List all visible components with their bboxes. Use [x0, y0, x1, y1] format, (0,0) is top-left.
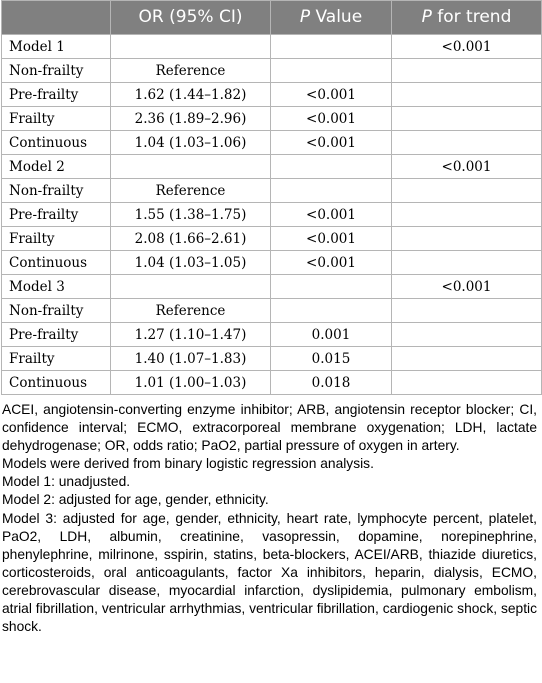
- table-row: [2, 131, 542, 155]
- table-row: [2, 251, 542, 275]
- table-row: [2, 347, 542, 371]
- header-trend-p-italic: P: [421, 7, 432, 27]
- table-footnotes: [0, 395, 542, 636]
- table-row: [2, 179, 542, 203]
- row-label-cell: Pre-frailty: [2, 83, 111, 107]
- p-trend-cell: [392, 131, 542, 155]
- or-ci-cell: [111, 35, 271, 59]
- or-ci-cell: 1.27 (1.10–1.47): [111, 323, 271, 347]
- table-row: [2, 299, 542, 323]
- p-trend-cell: [392, 203, 542, 227]
- table-row: [2, 35, 542, 59]
- table-row: [2, 371, 542, 395]
- row-label-cell: Non-frailty: [2, 299, 111, 323]
- row-label-cell: Frailty: [2, 347, 111, 371]
- row-label-cell: Model 3: [2, 275, 111, 299]
- p-value-cell: <0.001: [271, 83, 392, 107]
- odds-ratio-table: [1, 0, 542, 395]
- row-label-cell: Continuous: [2, 131, 111, 155]
- or-ci-cell: 1.62 (1.44–1.82): [111, 83, 271, 107]
- p-value-cell: [271, 275, 392, 299]
- header-p-trend-rest: for trend: [431, 7, 512, 27]
- p-value-cell: 0.015: [271, 347, 392, 371]
- footnote-model-1: Model 1: unadjusted.: [2, 474, 131, 490]
- row-label-cell: Pre-frailty: [2, 203, 111, 227]
- row-label-cell: Non-frailty: [2, 59, 111, 83]
- table-header-row: [2, 1, 542, 35]
- or-ci-cell: [111, 275, 271, 299]
- footnote-method: Models were derived from binary logistic regression analysis.: [2, 456, 374, 472]
- table-row: [2, 323, 542, 347]
- p-value-cell: [271, 299, 392, 323]
- p-value-cell: <0.001: [271, 203, 392, 227]
- p-value-cell: [271, 179, 392, 203]
- row-label-cell: Non-frailty: [2, 179, 111, 203]
- p-trend-cell: [392, 83, 542, 107]
- row-label-cell: Continuous: [2, 371, 111, 395]
- header-p-value: [271, 1, 392, 35]
- table-row: [2, 203, 542, 227]
- footnote-abbreviations: ACEI, angiotensin-converting enzyme inhibitor; ARB, angiotensin receptor blocker; CI, confidence interval; ECMO, extracorporeal membrane oxygenation; LDH, lactate dehydrogenase; OR, odds ratio; PaO2, partial pressure of oxygen in artery.: [2, 402, 537, 454]
- header-p-value-rest: Value: [310, 7, 363, 27]
- p-trend-cell: [392, 251, 542, 275]
- or-ci-cell: Reference: [111, 59, 271, 83]
- p-trend-cell: [392, 227, 542, 251]
- header-p-italic: P: [299, 7, 311, 27]
- p-value-cell: [271, 59, 392, 83]
- p-trend-cell: [392, 371, 542, 395]
- table-row: [2, 155, 542, 179]
- row-label-cell: Continuous: [2, 251, 111, 275]
- or-ci-cell: Reference: [111, 299, 271, 323]
- table-row: [2, 107, 542, 131]
- table-row: [2, 59, 542, 83]
- p-value-cell: 0.001: [271, 323, 392, 347]
- footnote-model-2: Model 2: adjusted for age, gender, ethnicity.: [2, 492, 269, 508]
- p-trend-cell: [392, 179, 542, 203]
- p-value-cell: 0.018: [271, 371, 392, 395]
- p-value-cell: <0.001: [271, 131, 392, 155]
- footnote-model-3: Model 3: adjusted for age, gender, ethnicity, heart rate, lymphocyte percent, platelet, PaO2, LDH, albumin, creatinine, vasopressin, dopamine, norepinephrine, phenylephrine, milrinone, sspirin, statins, beta-blockers, ACEI/ARB, thiazide diuretics, corticosteroids, oral anticoagulants, factor Xa inhibitors, heparin, dialysis, ECMO, cerebrovascular disease, myocardial infarction, dyslipidemia, pulmonary embolism, atrial fibrillation, ventricular arrhythmias, ventricular fibrillation, cardiogenic shock, septic shock.: [2, 510, 537, 635]
- header-blank-cell: [2, 1, 111, 35]
- p-trend-cell: <0.001: [392, 35, 542, 59]
- row-label-cell: Model 1: [2, 35, 111, 59]
- row-label-cell: Frailty: [2, 107, 111, 131]
- or-ci-cell: 1.01 (1.00–1.03): [111, 371, 271, 395]
- or-ci-cell: 1.40 (1.07–1.83): [111, 347, 271, 371]
- p-value-cell: <0.001: [271, 227, 392, 251]
- p-trend-cell: <0.001: [392, 275, 542, 299]
- p-value-cell: <0.001: [271, 107, 392, 131]
- table-row: [2, 83, 542, 107]
- p-value-cell: [271, 35, 392, 59]
- p-value-cell: [271, 155, 392, 179]
- or-ci-cell: Reference: [111, 179, 271, 203]
- or-ci-cell: 1.04 (1.03–1.06): [111, 131, 271, 155]
- p-trend-cell: <0.001: [392, 155, 542, 179]
- row-label-cell: Pre-frailty: [2, 323, 111, 347]
- or-ci-cell: 2.36 (1.89–2.96): [111, 107, 271, 131]
- header-p-trend: [392, 1, 542, 35]
- table-body: [2, 35, 542, 395]
- or-ci-cell: 1.04 (1.03–1.05): [111, 251, 271, 275]
- p-trend-cell: [392, 299, 542, 323]
- table-row: [2, 275, 542, 299]
- or-ci-cell: 2.08 (1.66–2.61): [111, 227, 271, 251]
- p-trend-cell: [392, 59, 542, 83]
- p-trend-cell: [392, 323, 542, 347]
- table-row: [2, 227, 542, 251]
- p-trend-cell: [392, 347, 542, 371]
- header-or-ci: OR (95% CI): [111, 1, 271, 35]
- row-label-cell: Model 2: [2, 155, 111, 179]
- or-ci-cell: 1.55 (1.38–1.75): [111, 203, 271, 227]
- p-value-cell: <0.001: [271, 251, 392, 275]
- or-ci-cell: [111, 155, 271, 179]
- p-trend-cell: [392, 107, 542, 131]
- row-label-cell: Frailty: [2, 227, 111, 251]
